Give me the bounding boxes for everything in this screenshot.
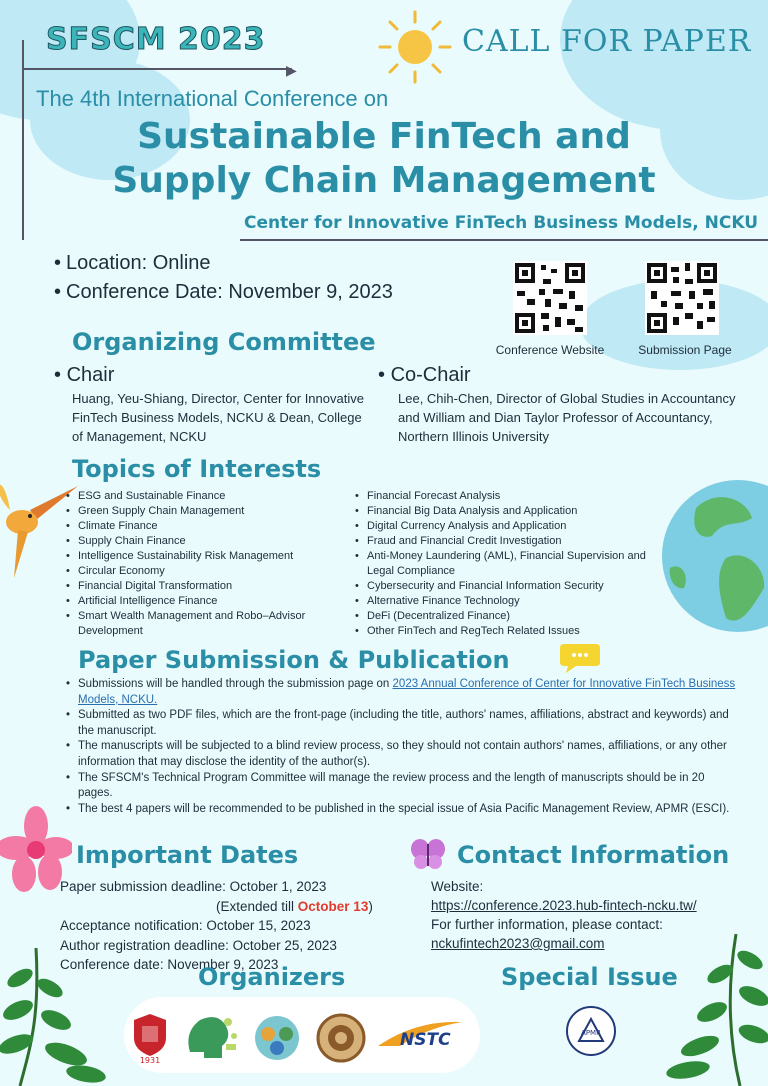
center-fintech-logo (252, 1012, 302, 1064)
topics-left-list (66, 489, 342, 639)
topic-item: • Supply Chain Finance (66, 534, 342, 549)
topic-item: • Green Supply Chain Management (66, 504, 342, 519)
chair-title-text: Chair (66, 364, 115, 386)
submission-page-label: Submission Page (638, 343, 732, 357)
butterfly-icon (410, 838, 446, 870)
conference-website-qr[interactable] (513, 261, 587, 335)
topic-item: • Anti-Money Laundering (AML), Financial Supervision and Legal Compliance (355, 549, 655, 579)
topic-item: • Other FinTech and RegTech Related Issues (355, 624, 655, 639)
call-for-paper-title: CALL FOR PAPER (462, 24, 752, 59)
ncku-year: 1931 (139, 1056, 161, 1064)
conference-date-text: • Conference Date: November 9, 2023 (54, 278, 393, 307)
location-text: • Location: Online (54, 249, 393, 278)
extended-deadline (60, 897, 373, 917)
extended-date: October 13 (297, 898, 369, 914)
topic-item: • Climate Finance (66, 519, 342, 534)
chair-title (54, 364, 114, 387)
conference-title-line2: Supply Chain Management (112, 160, 656, 201)
header-horizontal-line (22, 68, 292, 70)
submission-item (66, 677, 736, 708)
leaves-right-icon (660, 934, 768, 1086)
topic-item: • Circular Economy (66, 564, 342, 579)
submission-heading: Paper Submission & Publication (78, 646, 510, 674)
topic-item: • Alternative Finance Technology (355, 594, 655, 609)
registration-deadline: Author registration deadline: October 25, 2023 (60, 937, 337, 953)
fintech-head-logo (182, 1012, 240, 1064)
topic-item: • Financial Digital Transformation (66, 579, 342, 594)
topic-item: • Intelligence Sustainability Risk Management (66, 549, 342, 564)
topic-item: • Financial Forecast Analysis (355, 489, 655, 504)
contact-heading: Contact Information (457, 841, 730, 869)
nstc-text: NSTC (400, 1030, 451, 1050)
conference-badge: SFSCM 2023 (46, 22, 266, 57)
website-label: Website: (431, 879, 484, 894)
topic-item: • DeFi (Decentralized Finance) (355, 609, 655, 624)
submission-item: • Submitted as two PDF files, which are the front-page (including the title, authors' names, affiliations, abstract and keywords) and the manuscript. (66, 708, 736, 739)
further-info-text: For further information, please contact: (431, 917, 663, 932)
committee-heading: Organizing Committee (72, 328, 376, 356)
topic-item: • Fraud and Financial Credit Investigation (355, 534, 655, 549)
topic-item: • Financial Big Data Analysis and Application (355, 504, 655, 519)
college-emblem-logo (316, 1012, 366, 1064)
bullet: • (378, 364, 391, 386)
leaves-left-icon (0, 948, 110, 1086)
bullet: • (54, 364, 67, 386)
extended-suffix: ) (368, 898, 373, 914)
globe-icon (656, 478, 768, 634)
submission-page-link[interactable]: 2023 Annual Conference of Center for Innovative FinTech Business Models, NCKU. (78, 678, 736, 706)
topic-item: • Smart Wealth Management and Robo–Advisor Development (66, 609, 342, 639)
submission-page-qr[interactable] (645, 261, 719, 335)
topics-right-list (355, 489, 655, 639)
submission-item: • The SFSCM's Technical Program Committee will manage the review process and the length of manuscripts should be in 20 pages. (66, 771, 736, 802)
center-underline (240, 239, 768, 241)
conference-date: Conference date: November 9, 2023 (60, 957, 279, 972)
dates-heading: Important Dates (76, 841, 299, 869)
organizers-heading: Organizers (198, 963, 346, 991)
submission-item: • The best 4 papers will be recommended to be published in the special issue of Asia Pacific Management Review, APMR (ESCI). (66, 802, 736, 818)
submission-item: • The manuscripts will be subjected to a blind review process, so they should not contain authors' names, affiliations, or any other information that may disclose the identity of the author(s). (66, 739, 736, 770)
apmr-text: APMR (581, 1029, 601, 1037)
submission-deadline: Paper submission deadline: October 1, 2023 (60, 879, 327, 894)
info-list (54, 249, 393, 307)
topic-item: • Digital Currency Analysis and Application (355, 519, 655, 534)
acceptance-date: Acceptance notification: October 15, 2023 (60, 918, 311, 933)
cochair-text: Lee, Chih-Chen, Director of Global Studies in Accountancy and William and Dian Taylor Professor of Accountancy, Northern Illinois University (398, 391, 736, 444)
ncku-logo (130, 1012, 170, 1064)
submission-list (66, 677, 736, 817)
chair-text: Huang, Yeu-Shiang, Director, Center for Innovative FinTech Business Models, NCKU & Dean, College of Management, NCKU (72, 391, 364, 444)
conference-website-label: Conference Website (495, 343, 605, 357)
conference-subtitle: The 4th International Conference on (36, 86, 389, 111)
speech-bubble-icon (558, 640, 602, 674)
contact-block (431, 877, 697, 953)
email-link[interactable]: nckufintech2023@gmail.com (431, 936, 605, 951)
cochair-title (378, 364, 471, 387)
sun-icon (378, 10, 452, 84)
arrow-icon: ▶ (286, 62, 297, 78)
center-name: Center for Innovative FinTech Business Models, NCKU (244, 213, 758, 233)
special-issue-heading: Special Issue (501, 963, 678, 991)
submission-item-text: Submissions will be handled through the submission page on (78, 678, 393, 690)
topics-heading: Topics of Interests (72, 455, 322, 483)
nstc-logo (376, 1016, 464, 1056)
apmr-logo (565, 1005, 617, 1057)
cochair-title-text: Co-Chair (390, 364, 471, 386)
topic-item: • Cybersecurity and Financial Information Security (355, 579, 655, 594)
extended-prefix: (Extended till (216, 898, 298, 914)
conference-title-line1: Sustainable FinTech and (137, 116, 631, 157)
website-link[interactable]: https://conference.2023.hub-fintech-ncku.tw/ (431, 898, 697, 913)
topic-item: • ESG and Sustainable Finance (66, 489, 342, 504)
topic-item: • Artificial Intelligence Finance (66, 594, 342, 609)
